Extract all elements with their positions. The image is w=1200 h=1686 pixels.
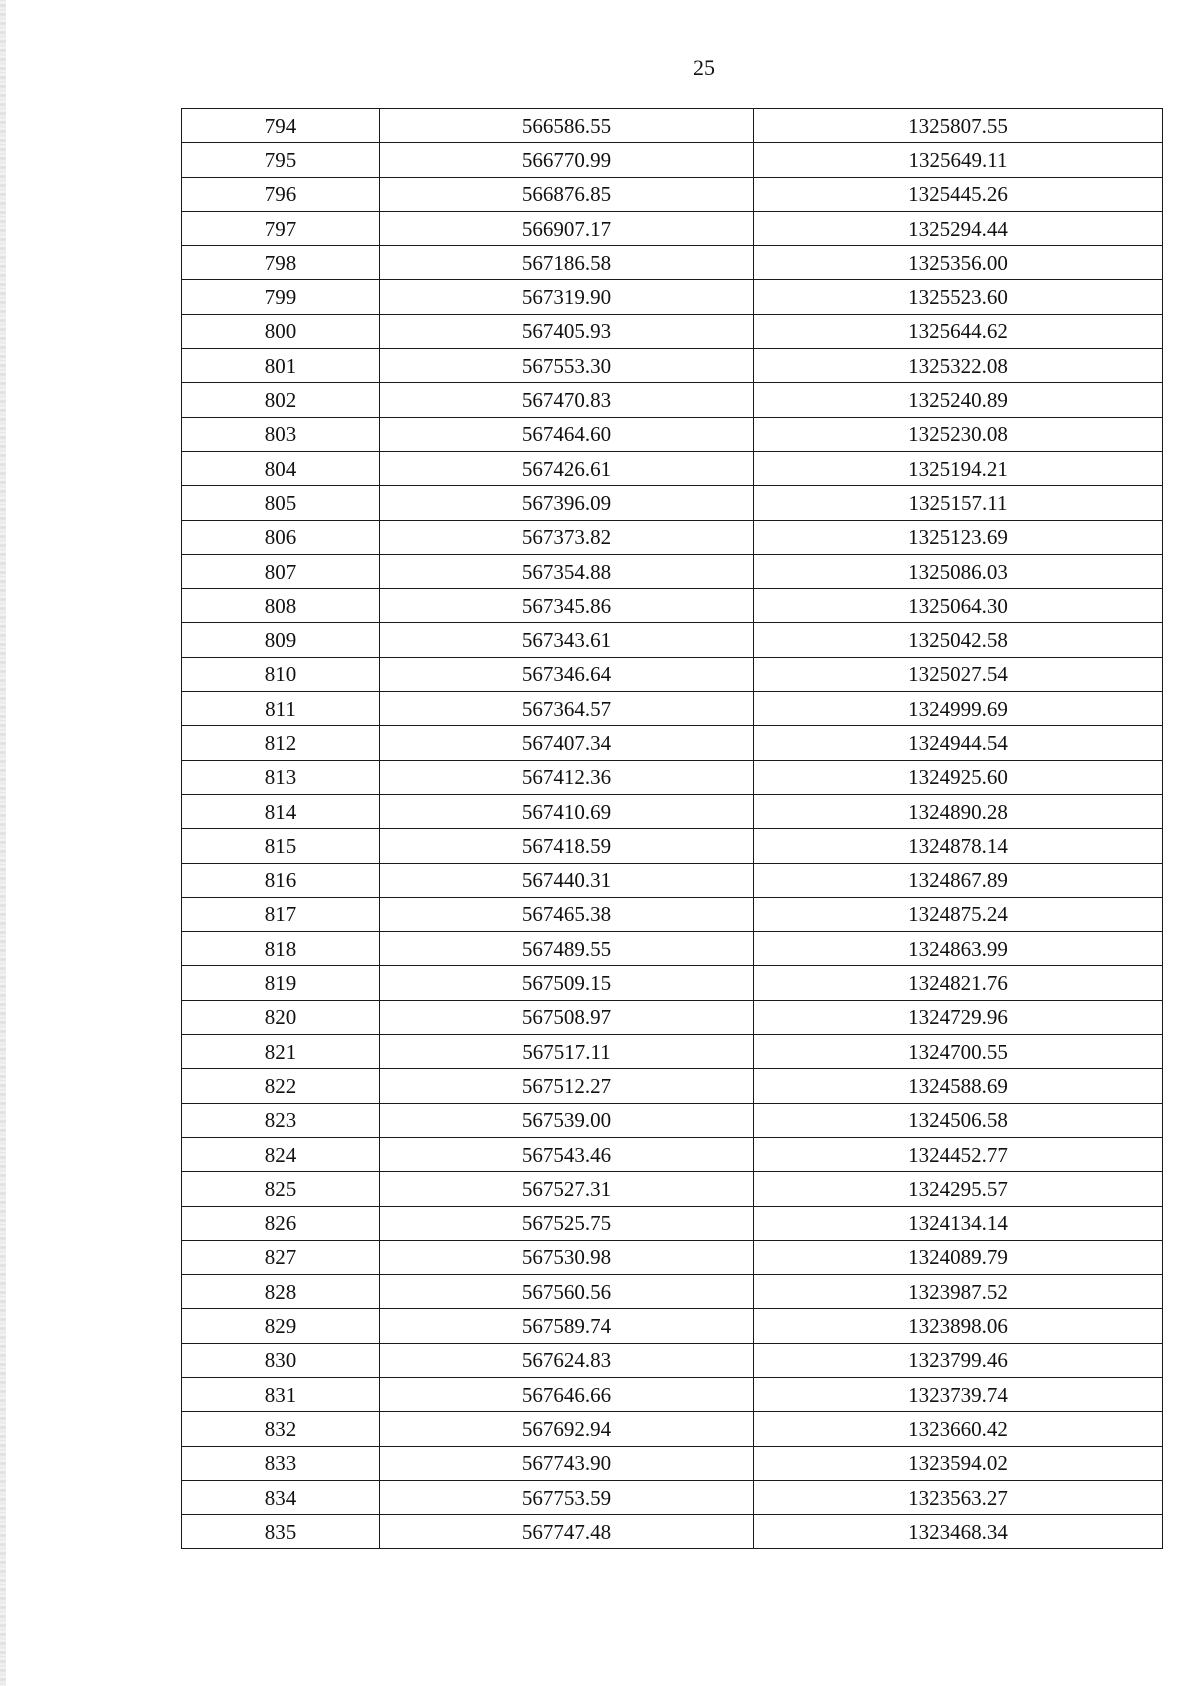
- point-number-cell: 806: [182, 520, 380, 554]
- y-coordinate-cell: 1324925.60: [754, 760, 1163, 794]
- table-row: [182, 1206, 1163, 1240]
- x-coordinate-cell: 567560.56: [380, 1275, 754, 1309]
- y-coordinate-cell: 1323987.52: [754, 1275, 1163, 1309]
- table-row: [182, 383, 1163, 417]
- x-coordinate-cell: 567186.58: [380, 246, 754, 280]
- point-number-cell: 818: [182, 932, 380, 966]
- x-coordinate-cell: 567753.59: [380, 1480, 754, 1514]
- y-coordinate-cell: 1324944.54: [754, 726, 1163, 760]
- x-coordinate-cell: 567465.38: [380, 897, 754, 931]
- table-row: [182, 1343, 1163, 1377]
- table-row: [182, 897, 1163, 931]
- point-number-cell: 794: [182, 109, 380, 143]
- y-coordinate-cell: 1325194.21: [754, 451, 1163, 485]
- table-row: [182, 177, 1163, 211]
- point-number-cell: 820: [182, 1000, 380, 1034]
- point-number-cell: 805: [182, 486, 380, 520]
- table-row: [182, 211, 1163, 245]
- x-coordinate-cell: 567319.90: [380, 280, 754, 314]
- point-number-cell: 811: [182, 692, 380, 726]
- y-coordinate-cell: 1325123.69: [754, 520, 1163, 554]
- point-number-cell: 821: [182, 1035, 380, 1069]
- point-number-cell: 826: [182, 1206, 380, 1240]
- y-coordinate-cell: 1325240.89: [754, 383, 1163, 417]
- table-row: [182, 1480, 1163, 1514]
- x-coordinate-cell: 567543.46: [380, 1137, 754, 1171]
- x-coordinate-cell: 567525.75: [380, 1206, 754, 1240]
- x-coordinate-cell: 567346.64: [380, 657, 754, 691]
- table-row: [182, 554, 1163, 588]
- table-row: [182, 280, 1163, 314]
- point-number-cell: 812: [182, 726, 380, 760]
- point-number-cell: 827: [182, 1240, 380, 1274]
- x-coordinate-cell: 566876.85: [380, 177, 754, 211]
- table-row: [182, 657, 1163, 691]
- x-coordinate-cell: 567512.27: [380, 1069, 754, 1103]
- y-coordinate-cell: 1324875.24: [754, 897, 1163, 931]
- table-row: [182, 932, 1163, 966]
- x-coordinate-cell: 567509.15: [380, 966, 754, 1000]
- point-number-cell: 809: [182, 623, 380, 657]
- coordinate-table-body: [182, 109, 1163, 1549]
- table-row: [182, 623, 1163, 657]
- x-coordinate-cell: 567412.36: [380, 760, 754, 794]
- table-row: [182, 863, 1163, 897]
- x-coordinate-cell: 567426.61: [380, 451, 754, 485]
- x-coordinate-cell: 567527.31: [380, 1172, 754, 1206]
- y-coordinate-cell: 1323898.06: [754, 1309, 1163, 1343]
- x-coordinate-cell: 567530.98: [380, 1240, 754, 1274]
- table-row: [182, 760, 1163, 794]
- y-coordinate-cell: 1324588.69: [754, 1069, 1163, 1103]
- point-number-cell: 825: [182, 1172, 380, 1206]
- point-number-cell: 822: [182, 1069, 380, 1103]
- table-row: [182, 520, 1163, 554]
- y-coordinate-cell: 1323739.74: [754, 1377, 1163, 1411]
- table-row: [182, 314, 1163, 348]
- x-coordinate-cell: 567410.69: [380, 794, 754, 828]
- y-coordinate-cell: 1325064.30: [754, 589, 1163, 623]
- table-row: [182, 1035, 1163, 1069]
- table-row: [182, 726, 1163, 760]
- table-row: [182, 589, 1163, 623]
- table-row: [182, 417, 1163, 451]
- point-number-cell: 816: [182, 863, 380, 897]
- table-row: [182, 692, 1163, 726]
- y-coordinate-cell: 1325445.26: [754, 177, 1163, 211]
- x-coordinate-cell: 567692.94: [380, 1412, 754, 1446]
- table-row: [182, 1377, 1163, 1411]
- y-coordinate-cell: 1324700.55: [754, 1035, 1163, 1069]
- point-number-cell: 831: [182, 1377, 380, 1411]
- table-row: [182, 1275, 1163, 1309]
- y-coordinate-cell: 1324863.99: [754, 932, 1163, 966]
- point-number-cell: 819: [182, 966, 380, 1000]
- x-coordinate-cell: 567646.66: [380, 1377, 754, 1411]
- table-row: [182, 1069, 1163, 1103]
- y-coordinate-cell: 1324821.76: [754, 966, 1163, 1000]
- x-coordinate-cell: 567418.59: [380, 829, 754, 863]
- point-number-cell: 801: [182, 349, 380, 383]
- y-coordinate-cell: 1325523.60: [754, 280, 1163, 314]
- y-coordinate-cell: 1325649.11: [754, 143, 1163, 177]
- scan-edge: [0, 0, 6, 1686]
- x-coordinate-cell: 567743.90: [380, 1446, 754, 1480]
- table-row: [182, 1137, 1163, 1171]
- table-row: [182, 1309, 1163, 1343]
- x-coordinate-cell: 567440.31: [380, 863, 754, 897]
- table-row: [182, 109, 1163, 143]
- y-coordinate-cell: 1325042.58: [754, 623, 1163, 657]
- point-number-cell: 798: [182, 246, 380, 280]
- point-number-cell: 808: [182, 589, 380, 623]
- table-row: [182, 486, 1163, 520]
- y-coordinate-cell: 1325807.55: [754, 109, 1163, 143]
- x-coordinate-cell: 567345.86: [380, 589, 754, 623]
- coordinate-table: [181, 108, 1163, 1549]
- point-number-cell: 810: [182, 657, 380, 691]
- x-coordinate-cell: 567407.34: [380, 726, 754, 760]
- y-coordinate-cell: 1325086.03: [754, 554, 1163, 588]
- y-coordinate-cell: 1325230.08: [754, 417, 1163, 451]
- point-number-cell: 834: [182, 1480, 380, 1514]
- x-coordinate-cell: 567624.83: [380, 1343, 754, 1377]
- table-row: [182, 829, 1163, 863]
- y-coordinate-cell: 1324452.77: [754, 1137, 1163, 1171]
- table-row: [182, 1515, 1163, 1549]
- point-number-cell: 833: [182, 1446, 380, 1480]
- x-coordinate-cell: 567508.97: [380, 1000, 754, 1034]
- point-number-cell: 823: [182, 1103, 380, 1137]
- x-coordinate-cell: 567517.11: [380, 1035, 754, 1069]
- y-coordinate-cell: 1324867.89: [754, 863, 1163, 897]
- point-number-cell: 828: [182, 1275, 380, 1309]
- table-row: [182, 794, 1163, 828]
- x-coordinate-cell: 566907.17: [380, 211, 754, 245]
- point-number-cell: 813: [182, 760, 380, 794]
- table-row: [182, 1172, 1163, 1206]
- point-number-cell: 830: [182, 1343, 380, 1377]
- x-coordinate-cell: 567405.93: [380, 314, 754, 348]
- table-row: [182, 451, 1163, 485]
- x-coordinate-cell: 567364.57: [380, 692, 754, 726]
- x-coordinate-cell: 567343.61: [380, 623, 754, 657]
- table-row: [182, 1103, 1163, 1137]
- point-number-cell: 796: [182, 177, 380, 211]
- y-coordinate-cell: 1324506.58: [754, 1103, 1163, 1137]
- x-coordinate-cell: 567464.60: [380, 417, 754, 451]
- y-coordinate-cell: 1325644.62: [754, 314, 1163, 348]
- table-row: [182, 966, 1163, 1000]
- point-number-cell: 795: [182, 143, 380, 177]
- y-coordinate-cell: 1323799.46: [754, 1343, 1163, 1377]
- x-coordinate-cell: 567589.74: [380, 1309, 754, 1343]
- x-coordinate-cell: 567373.82: [380, 520, 754, 554]
- x-coordinate-cell: 567747.48: [380, 1515, 754, 1549]
- page-number: 25: [693, 55, 715, 80]
- y-coordinate-cell: 1323660.42: [754, 1412, 1163, 1446]
- y-coordinate-cell: 1323563.27: [754, 1480, 1163, 1514]
- y-coordinate-cell: 1324729.96: [754, 1000, 1163, 1034]
- y-coordinate-cell: 1325027.54: [754, 657, 1163, 691]
- table-row: [182, 1000, 1163, 1034]
- point-number-cell: 807: [182, 554, 380, 588]
- point-number-cell: 835: [182, 1515, 380, 1549]
- y-coordinate-cell: 1324089.79: [754, 1240, 1163, 1274]
- point-number-cell: 802: [182, 383, 380, 417]
- table-row: [182, 1240, 1163, 1274]
- point-number-cell: 817: [182, 897, 380, 931]
- point-number-cell: 824: [182, 1137, 380, 1171]
- x-coordinate-cell: 566586.55: [380, 109, 754, 143]
- table-row: [182, 1446, 1163, 1480]
- point-number-cell: 804: [182, 451, 380, 485]
- point-number-cell: 814: [182, 794, 380, 828]
- x-coordinate-cell: 567539.00: [380, 1103, 754, 1137]
- y-coordinate-cell: 1324999.69: [754, 692, 1163, 726]
- y-coordinate-cell: 1325356.00: [754, 246, 1163, 280]
- y-coordinate-cell: 1324295.57: [754, 1172, 1163, 1206]
- x-coordinate-cell: 566770.99: [380, 143, 754, 177]
- point-number-cell: 829: [182, 1309, 380, 1343]
- table-row: [182, 349, 1163, 383]
- x-coordinate-cell: 567553.30: [380, 349, 754, 383]
- point-number-cell: 797: [182, 211, 380, 245]
- y-coordinate-cell: 1324134.14: [754, 1206, 1163, 1240]
- y-coordinate-cell: 1325157.11: [754, 486, 1163, 520]
- point-number-cell: 815: [182, 829, 380, 863]
- table-row: [182, 1412, 1163, 1446]
- x-coordinate-cell: 567489.55: [380, 932, 754, 966]
- x-coordinate-cell: 567396.09: [380, 486, 754, 520]
- y-coordinate-cell: 1323594.02: [754, 1446, 1163, 1480]
- y-coordinate-cell: 1325294.44: [754, 211, 1163, 245]
- table-row: [182, 246, 1163, 280]
- point-number-cell: 832: [182, 1412, 380, 1446]
- point-number-cell: 799: [182, 280, 380, 314]
- point-number-cell: 803: [182, 417, 380, 451]
- y-coordinate-cell: 1324890.28: [754, 794, 1163, 828]
- y-coordinate-cell: 1324878.14: [754, 829, 1163, 863]
- y-coordinate-cell: 1325322.08: [754, 349, 1163, 383]
- point-number-cell: 800: [182, 314, 380, 348]
- table-row: [182, 143, 1163, 177]
- x-coordinate-cell: 567354.88: [380, 554, 754, 588]
- x-coordinate-cell: 567470.83: [380, 383, 754, 417]
- y-coordinate-cell: 1323468.34: [754, 1515, 1163, 1549]
